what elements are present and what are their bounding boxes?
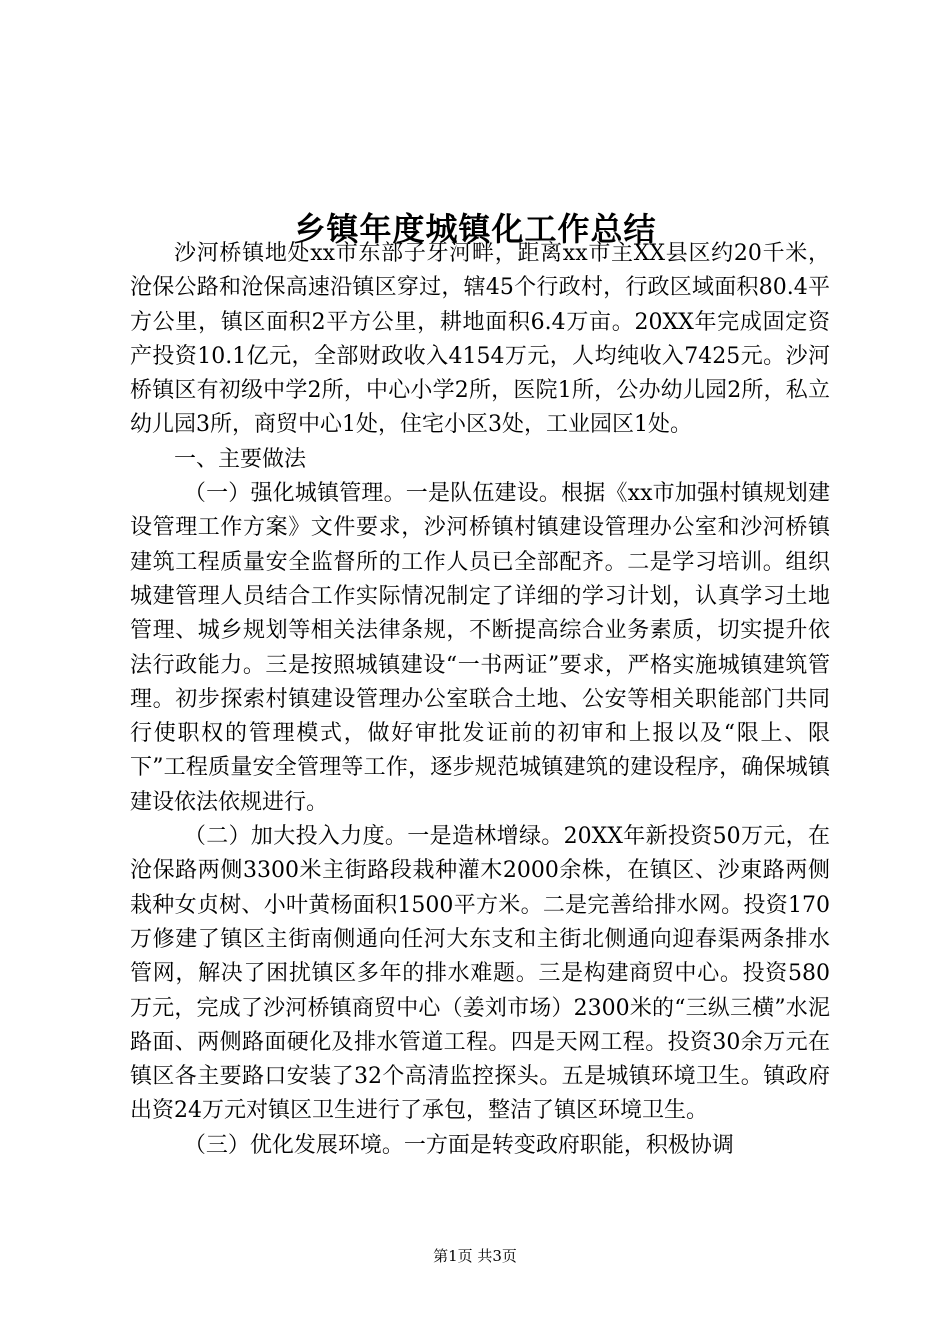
paragraph-investment: （二）加大投入力度。一是造林增绿。20XX年新投资50万元，在沧保路两侧3300米主街路段栽种灌木2000余株，在镇区、沙東路两侧栽种女贞树、小叶黄杨面积1500平方米。二是完善给排水网。投资170万修建了镇区主街南侧通向任河大东支和主街北侧通向迎春渠两条排水管网，解决了困扰镇区多年的排水难题。三是构建商贸中心。投资580万元，完成了沙河桥镇商贸中心（姜刘市场）2300米的“三纵三横”水泥路面、两侧路面硬化及排水管道工程。四是天网工程。投资30余万元在镇区各主要路口安装了32个高清监控探头。五是城镇环境卫生。镇政府出资24万元对镇区卫生进行了承包，整洁了镇区环境卫生。 [130, 824, 830, 1124]
section-heading-main-practices: 一、主要做法 [174, 446, 307, 472]
paragraph-intro: 沙河桥镇地处xx市东部子牙河畔，距离xx市主XX县区约20千米，沧保公路和沧保高速沿镇区穿过，辖45个行政村，行政区域面积80.4平方公里，镇区面积2平方公里，耕地面积6.4万亩。20XX年完成固定资产投资10.1亿元，全部财政收入4154万元，人均纯收入7425元。沙河桥镇区有初级中学2所，中心小学2所，医院1所，公办幼儿园2所，私立幼儿园3所，商贸中心1处，住宅小区3处，工业园区1处。 [130, 241, 830, 438]
document-title: 乡镇年度城镇化工作总结 [293, 210, 657, 249]
page-footer: 第1页 共3页 [433, 1247, 517, 1265]
paragraph-urban-management: （一）强化城镇管理。一是队伍建设。根据《xx市加强村镇规划建设管理工作方案》文件要求，沙河桥镇村镇建设管理办公室和沙河桥镇建筑工程质量安全监督所的工作人员已全部配齐。二是学习培训。组织城建管理人员结合工作实际情况制定了详细的学习计划，认真学习土地管理、城乡规划等相关法律条规，不断提高综合业务素质，切实提升依法行政能力。三是按照城镇建设“一书两证”要求，严格实施城镇建筑管理。初步探索村镇建设管理办公室联合土地、公安等相关职能部门共同行使职权的管理模式，做好审批发证前的初审和上报以及“限上、限下”工程质量安全管理等工作，逐步规范城镇建筑的建设程序，确保城镇建设依法依规进行。 [130, 481, 830, 815]
paragraph-environment: （三）优化发展环境。一方面是转变政府职能，积极协调 [183, 1132, 734, 1158]
document-body [130, 237, 830, 1163]
